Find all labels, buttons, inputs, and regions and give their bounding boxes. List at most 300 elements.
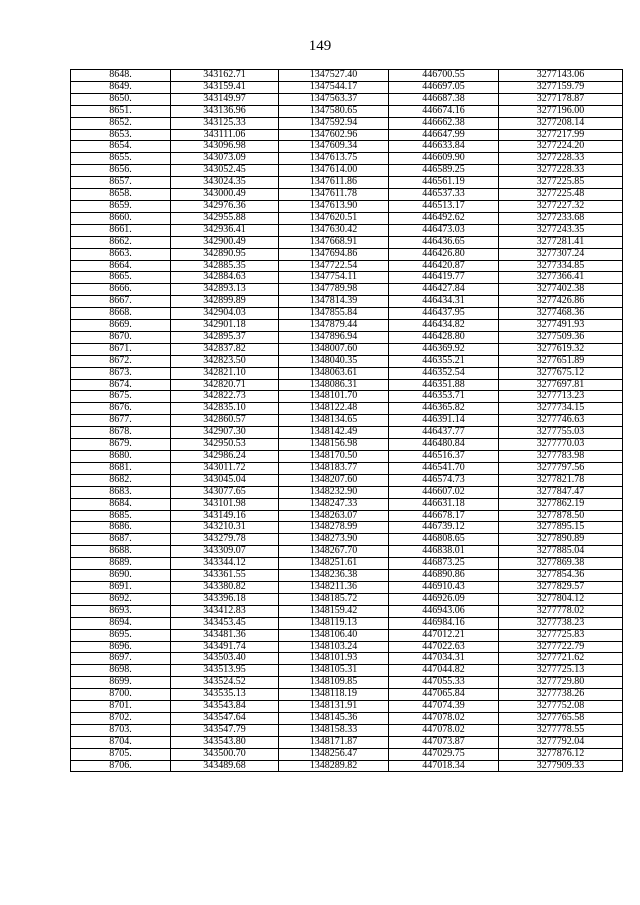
table-row	[71, 260, 623, 272]
table-row	[71, 701, 623, 713]
value-cell-4: 3277778.55	[499, 724, 623, 736]
value-cell-3: 446428.80	[389, 331, 499, 343]
table-row	[71, 403, 623, 415]
point-number-cell: 8697.	[71, 653, 171, 665]
value-cell-2: 1347855.84	[279, 308, 389, 320]
value-cell-2: 1348086.31	[279, 379, 389, 391]
value-cell-2: 1347694.86	[279, 248, 389, 260]
value-cell-4: 3277243.35	[499, 224, 623, 236]
value-cell-3: 446633.84	[389, 141, 499, 153]
value-cell-1: 342900.49	[171, 236, 279, 248]
value-cell-1: 343547.79	[171, 724, 279, 736]
value-cell-2: 1348040.35	[279, 355, 389, 367]
point-number-cell: 8661.	[71, 224, 171, 236]
value-cell-2: 1348063.61	[279, 367, 389, 379]
value-cell-3: 446351.88	[389, 379, 499, 391]
value-cell-4: 3277224.20	[499, 141, 623, 153]
value-cell-4: 3277307.24	[499, 248, 623, 260]
value-cell-4: 3277675.12	[499, 367, 623, 379]
point-number-cell: 8687.	[71, 534, 171, 546]
value-cell-4: 3277159.79	[499, 81, 623, 93]
value-cell-4: 3277228.33	[499, 165, 623, 177]
value-cell-1: 342895.37	[171, 331, 279, 343]
value-cell-1: 342955.88	[171, 212, 279, 224]
value-cell-2: 1348145.36	[279, 712, 389, 724]
table-row	[71, 189, 623, 201]
value-cell-1: 342822.73	[171, 391, 279, 403]
value-cell-4: 3277426.86	[499, 296, 623, 308]
value-cell-4: 3277738.26	[499, 689, 623, 701]
point-number-cell: 8649.	[71, 81, 171, 93]
value-cell-2: 1347613.75	[279, 153, 389, 165]
point-number-cell: 8680.	[71, 451, 171, 463]
value-cell-1: 342860.57	[171, 415, 279, 427]
value-cell-1: 343101.98	[171, 498, 279, 510]
value-cell-2: 1347614.00	[279, 165, 389, 177]
value-cell-2: 1347611.86	[279, 177, 389, 189]
value-cell-3: 446662.38	[389, 117, 499, 129]
value-cell-2: 1348207.60	[279, 474, 389, 486]
value-cell-3: 446589.25	[389, 165, 499, 177]
value-cell-1: 343344.12	[171, 558, 279, 570]
table-row	[71, 308, 623, 320]
value-cell-3: 446574.73	[389, 474, 499, 486]
value-cell-4: 3277869.38	[499, 558, 623, 570]
table-row	[71, 570, 623, 582]
value-cell-3: 446838.01	[389, 546, 499, 558]
value-cell-2: 1347722.54	[279, 260, 389, 272]
table-row	[71, 451, 623, 463]
value-cell-2: 1348247.33	[279, 498, 389, 510]
point-number-cell: 8705.	[71, 748, 171, 760]
value-cell-1: 343380.82	[171, 581, 279, 593]
table-row	[71, 367, 623, 379]
value-cell-2: 1347602.96	[279, 129, 389, 141]
point-number-cell: 8657.	[71, 177, 171, 189]
value-cell-3: 447078.02	[389, 712, 499, 724]
point-number-cell: 8686.	[71, 522, 171, 534]
value-cell-2: 1348170.50	[279, 451, 389, 463]
value-cell-2: 1347611.78	[279, 189, 389, 201]
value-cell-2: 1348118.19	[279, 689, 389, 701]
value-cell-1: 342986.24	[171, 451, 279, 463]
value-cell-3: 446674.16	[389, 105, 499, 117]
table-row	[71, 272, 623, 284]
table-row	[71, 617, 623, 629]
value-cell-4: 3277334.85	[499, 260, 623, 272]
value-cell-2: 1348289.82	[279, 760, 389, 772]
value-cell-4: 3277217.99	[499, 129, 623, 141]
value-cell-4: 3277821.78	[499, 474, 623, 486]
value-cell-2: 1348171.87	[279, 736, 389, 748]
value-cell-3: 447078.02	[389, 724, 499, 736]
table-row	[71, 129, 623, 141]
value-cell-3: 446391.14	[389, 415, 499, 427]
value-cell-4: 3277722.79	[499, 641, 623, 653]
table-row	[71, 224, 623, 236]
point-number-cell: 8689.	[71, 558, 171, 570]
point-number-cell: 8702.	[71, 712, 171, 724]
point-number-cell: 8685.	[71, 510, 171, 522]
value-cell-4: 3277619.32	[499, 343, 623, 355]
point-number-cell: 8698.	[71, 665, 171, 677]
table-row	[71, 93, 623, 105]
value-cell-4: 3277890.89	[499, 534, 623, 546]
value-cell-2: 1347668.91	[279, 236, 389, 248]
value-cell-2: 1347630.42	[279, 224, 389, 236]
point-number-cell: 8667.	[71, 296, 171, 308]
value-cell-2: 1347609.34	[279, 141, 389, 153]
table-row	[71, 653, 623, 665]
value-cell-1: 343052.45	[171, 165, 279, 177]
value-cell-2: 1348134.65	[279, 415, 389, 427]
value-cell-3: 446426.80	[389, 248, 499, 260]
value-cell-3: 447022.63	[389, 641, 499, 653]
table-row	[71, 81, 623, 93]
point-number-cell: 8655.	[71, 153, 171, 165]
value-cell-2: 1348273.90	[279, 534, 389, 546]
value-cell-3: 447055.33	[389, 677, 499, 689]
value-cell-2: 1348263.07	[279, 510, 389, 522]
value-cell-2: 1348109.85	[279, 677, 389, 689]
value-cell-1: 342890.95	[171, 248, 279, 260]
value-cell-2: 1348185.72	[279, 593, 389, 605]
value-cell-3: 447012.21	[389, 629, 499, 641]
value-cell-1: 343279.78	[171, 534, 279, 546]
point-number-cell: 8659.	[71, 200, 171, 212]
value-cell-1: 342893.13	[171, 284, 279, 296]
value-cell-3: 447074.39	[389, 701, 499, 713]
value-cell-4: 3277778.02	[499, 605, 623, 617]
value-cell-2: 1348106.40	[279, 629, 389, 641]
value-cell-4: 3277792.04	[499, 736, 623, 748]
value-cell-3: 446353.71	[389, 391, 499, 403]
value-cell-2: 1348156.98	[279, 439, 389, 451]
value-cell-1: 342904.03	[171, 308, 279, 320]
value-cell-1: 343077.65	[171, 486, 279, 498]
table-row	[71, 546, 623, 558]
value-cell-1: 342884.63	[171, 272, 279, 284]
point-number-cell: 8660.	[71, 212, 171, 224]
value-cell-2: 1347754.11	[279, 272, 389, 284]
value-cell-3: 446561.19	[389, 177, 499, 189]
table-row	[71, 593, 623, 605]
point-number-cell: 8663.	[71, 248, 171, 260]
value-cell-1: 342899.89	[171, 296, 279, 308]
value-cell-2: 1348211.36	[279, 581, 389, 593]
value-cell-3: 446436.65	[389, 236, 499, 248]
point-number-cell: 8662.	[71, 236, 171, 248]
value-cell-4: 3277725.13	[499, 665, 623, 677]
value-cell-2: 1348122.48	[279, 403, 389, 415]
value-cell-1: 342901.18	[171, 320, 279, 332]
value-cell-3: 446516.37	[389, 451, 499, 463]
table-row	[71, 498, 623, 510]
table-row	[71, 748, 623, 760]
value-cell-2: 1348105.31	[279, 665, 389, 677]
value-cell-4: 3277829.57	[499, 581, 623, 593]
table-row	[71, 534, 623, 546]
table-row	[71, 510, 623, 522]
value-cell-2: 1347563.37	[279, 93, 389, 105]
table-row	[71, 153, 623, 165]
value-cell-1: 343453.45	[171, 617, 279, 629]
point-number-cell: 8668.	[71, 308, 171, 320]
point-number-cell: 8700.	[71, 689, 171, 701]
point-number-cell: 8656.	[71, 165, 171, 177]
value-cell-1: 343481.36	[171, 629, 279, 641]
value-cell-4: 3277143.06	[499, 70, 623, 82]
table-row	[71, 712, 623, 724]
value-cell-4: 3277797.56	[499, 462, 623, 474]
value-cell-2: 1347527.40	[279, 70, 389, 82]
table-row	[71, 343, 623, 355]
point-number-cell: 8690.	[71, 570, 171, 582]
table-row	[71, 677, 623, 689]
value-cell-1: 343045.04	[171, 474, 279, 486]
point-number-cell: 8679.	[71, 439, 171, 451]
value-cell-2: 1348131.91	[279, 701, 389, 713]
value-cell-1: 342837.82	[171, 343, 279, 355]
value-cell-1: 343000.49	[171, 189, 279, 201]
value-cell-1: 343412.83	[171, 605, 279, 617]
point-number-cell: 8703.	[71, 724, 171, 736]
value-cell-4: 3277225.48	[499, 189, 623, 201]
point-number-cell: 8678.	[71, 427, 171, 439]
point-number-cell: 8669.	[71, 320, 171, 332]
value-cell-2: 1347580.65	[279, 105, 389, 117]
value-cell-2: 1347613.90	[279, 200, 389, 212]
value-cell-1: 343503.40	[171, 653, 279, 665]
value-cell-1: 343210.31	[171, 522, 279, 534]
value-cell-3: 446678.17	[389, 510, 499, 522]
value-cell-2: 1347896.94	[279, 331, 389, 343]
value-cell-3: 446890.86	[389, 570, 499, 582]
value-cell-2: 1348103.24	[279, 641, 389, 653]
value-cell-4: 3277738.23	[499, 617, 623, 629]
table-row	[71, 474, 623, 486]
point-number-cell: 8706.	[71, 760, 171, 772]
value-cell-3: 446700.55	[389, 70, 499, 82]
value-cell-2: 1348142.49	[279, 427, 389, 439]
value-cell-4: 3277233.68	[499, 212, 623, 224]
value-cell-2: 1348101.93	[279, 653, 389, 665]
point-number-cell: 8665.	[71, 272, 171, 284]
point-number-cell: 8674.	[71, 379, 171, 391]
value-cell-3: 446473.03	[389, 224, 499, 236]
table-row	[71, 665, 623, 677]
table-row	[71, 320, 623, 332]
point-number-cell: 8651.	[71, 105, 171, 117]
point-number-cell: 8683.	[71, 486, 171, 498]
value-cell-1: 343524.52	[171, 677, 279, 689]
value-cell-1: 343543.84	[171, 701, 279, 713]
value-cell-2: 1348267.70	[279, 546, 389, 558]
value-cell-1: 343149.16	[171, 510, 279, 522]
value-cell-4: 3277746.63	[499, 415, 623, 427]
point-number-cell: 8677.	[71, 415, 171, 427]
value-cell-2: 1347592.94	[279, 117, 389, 129]
point-number-cell: 8696.	[71, 641, 171, 653]
value-cell-1: 343136.96	[171, 105, 279, 117]
table-row	[71, 486, 623, 498]
point-number-cell: 8694.	[71, 617, 171, 629]
value-cell-4: 3277228.33	[499, 153, 623, 165]
value-cell-1: 342885.35	[171, 260, 279, 272]
value-cell-1: 343149.97	[171, 93, 279, 105]
value-cell-1: 343309.07	[171, 546, 279, 558]
value-cell-2: 1348158.33	[279, 724, 389, 736]
point-number-cell: 8652.	[71, 117, 171, 129]
value-cell-4: 3277721.62	[499, 653, 623, 665]
point-number-cell: 8675.	[71, 391, 171, 403]
value-cell-1: 343162.71	[171, 70, 279, 82]
table-row	[71, 462, 623, 474]
value-cell-3: 446873.25	[389, 558, 499, 570]
value-cell-3: 446739.12	[389, 522, 499, 534]
table-row	[71, 724, 623, 736]
value-cell-1: 343361.55	[171, 570, 279, 582]
value-cell-3: 446369.92	[389, 343, 499, 355]
value-cell-3: 446492.62	[389, 212, 499, 224]
value-cell-3: 446355.21	[389, 355, 499, 367]
point-number-cell: 8670.	[71, 331, 171, 343]
value-cell-3: 446631.18	[389, 498, 499, 510]
value-cell-4: 3277281.41	[499, 236, 623, 248]
value-cell-3: 447034.31	[389, 653, 499, 665]
table-row	[71, 760, 623, 772]
value-cell-4: 3277366.41	[499, 272, 623, 284]
table-row	[71, 379, 623, 391]
value-cell-1: 343547.64	[171, 712, 279, 724]
value-cell-3: 446434.82	[389, 320, 499, 332]
value-cell-1: 342835.10	[171, 403, 279, 415]
value-cell-2: 1348119.13	[279, 617, 389, 629]
value-cell-4: 3277862.19	[499, 498, 623, 510]
value-cell-2: 1348159.42	[279, 605, 389, 617]
value-cell-4: 3277468.36	[499, 308, 623, 320]
table-row	[71, 605, 623, 617]
value-cell-4: 3277227.32	[499, 200, 623, 212]
value-cell-3: 446697.05	[389, 81, 499, 93]
value-cell-4: 3277783.98	[499, 451, 623, 463]
table-row	[71, 236, 623, 248]
value-cell-1: 343543.80	[171, 736, 279, 748]
point-number-cell: 8664.	[71, 260, 171, 272]
value-cell-4: 3277755.03	[499, 427, 623, 439]
value-cell-3: 446910.43	[389, 581, 499, 593]
value-cell-4: 3277752.08	[499, 701, 623, 713]
point-number-cell: 8704.	[71, 736, 171, 748]
table-row	[71, 629, 623, 641]
value-cell-1: 342950.53	[171, 439, 279, 451]
value-cell-3: 446984.16	[389, 617, 499, 629]
value-cell-4: 3277878.50	[499, 510, 623, 522]
value-cell-3: 447029.75	[389, 748, 499, 760]
table-row	[71, 415, 623, 427]
point-number-cell: 8682.	[71, 474, 171, 486]
point-number-cell: 8666.	[71, 284, 171, 296]
table-row	[71, 558, 623, 570]
value-cell-1: 343011.72	[171, 462, 279, 474]
value-cell-3: 446609.90	[389, 153, 499, 165]
table-row	[71, 296, 623, 308]
table-row	[71, 391, 623, 403]
value-cell-2: 1348236.38	[279, 570, 389, 582]
point-number-cell: 8681.	[71, 462, 171, 474]
table-row	[71, 331, 623, 343]
value-cell-4: 3277402.38	[499, 284, 623, 296]
value-cell-2: 1347814.39	[279, 296, 389, 308]
value-cell-1: 343535.13	[171, 689, 279, 701]
value-cell-3: 447065.84	[389, 689, 499, 701]
value-cell-3: 446541.70	[389, 462, 499, 474]
value-cell-3: 446419.77	[389, 272, 499, 284]
value-cell-3: 446420.87	[389, 260, 499, 272]
table-row	[71, 200, 623, 212]
point-number-cell: 8676.	[71, 403, 171, 415]
point-number-cell: 8653.	[71, 129, 171, 141]
value-cell-3: 446537.33	[389, 189, 499, 201]
value-cell-4: 3277895.15	[499, 522, 623, 534]
point-number-cell: 8699.	[71, 677, 171, 689]
value-cell-4: 3277909.33	[499, 760, 623, 772]
point-number-cell: 8692.	[71, 593, 171, 605]
value-cell-1: 342907.30	[171, 427, 279, 439]
table-row	[71, 736, 623, 748]
value-cell-4: 3277725.83	[499, 629, 623, 641]
value-cell-2: 1347879.44	[279, 320, 389, 332]
table-row	[71, 581, 623, 593]
value-cell-4: 3277509.36	[499, 331, 623, 343]
value-cell-4: 3277847.47	[499, 486, 623, 498]
table-row	[71, 105, 623, 117]
value-cell-4: 3277713.23	[499, 391, 623, 403]
value-cell-3: 446437.77	[389, 427, 499, 439]
value-cell-2: 1347789.98	[279, 284, 389, 296]
value-cell-3: 447073.87	[389, 736, 499, 748]
table-row	[71, 165, 623, 177]
value-cell-1: 343159.41	[171, 81, 279, 93]
point-number-cell: 8701.	[71, 701, 171, 713]
value-cell-1: 343513.95	[171, 665, 279, 677]
value-cell-1: 343489.68	[171, 760, 279, 772]
value-cell-4: 3277225.85	[499, 177, 623, 189]
point-number-cell: 8671.	[71, 343, 171, 355]
table-row	[71, 177, 623, 189]
value-cell-2: 1348183.77	[279, 462, 389, 474]
value-cell-2: 1348251.61	[279, 558, 389, 570]
value-cell-3: 446808.65	[389, 534, 499, 546]
table-row	[71, 70, 623, 82]
value-cell-3: 446687.38	[389, 93, 499, 105]
value-cell-3: 447018.34	[389, 760, 499, 772]
table-row	[71, 439, 623, 451]
value-cell-4: 3277854.36	[499, 570, 623, 582]
value-cell-3: 447044.82	[389, 665, 499, 677]
coordinates-table-body	[71, 70, 623, 772]
value-cell-4: 3277651.89	[499, 355, 623, 367]
value-cell-3: 446434.31	[389, 296, 499, 308]
value-cell-1: 343491.74	[171, 641, 279, 653]
value-cell-4: 3277734.15	[499, 403, 623, 415]
value-cell-1: 343125.33	[171, 117, 279, 129]
point-number-cell: 8684.	[71, 498, 171, 510]
value-cell-3: 446427.84	[389, 284, 499, 296]
value-cell-1: 342976.36	[171, 200, 279, 212]
value-cell-4: 3277208.14	[499, 117, 623, 129]
value-cell-4: 3277697.81	[499, 379, 623, 391]
